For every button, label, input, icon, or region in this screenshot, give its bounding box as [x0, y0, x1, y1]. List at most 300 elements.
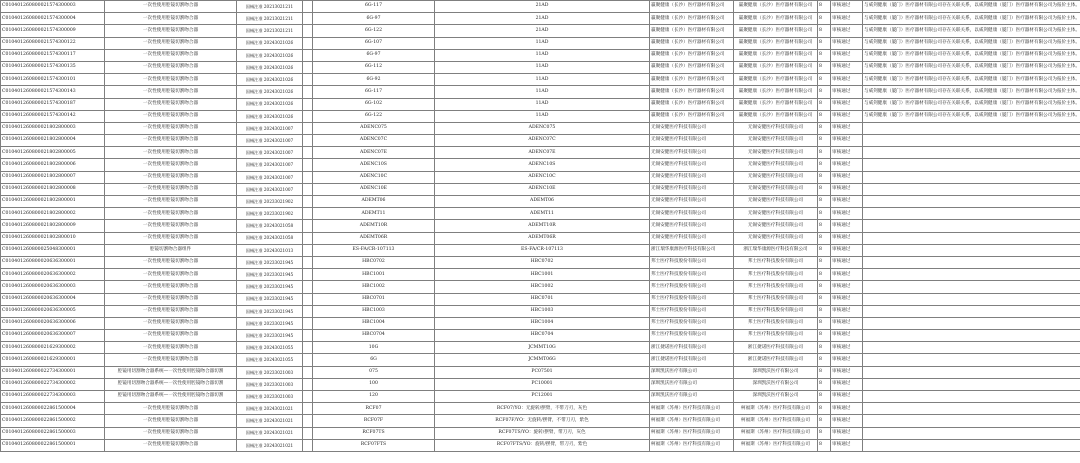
registrant-cell: 赢聚健康（长沙）医疗器材有限公司: [650, 98, 734, 110]
blank-cell: [303, 293, 313, 305]
table-row: [1, 244, 1080, 256]
table-row: [1, 354, 1080, 366]
registration-number-cell: [237, 305, 303, 317]
table-row: [1, 269, 1080, 281]
registrant-cell: 无锡安健医疗科技有限公司: [650, 220, 734, 232]
spec-cell: 11AD: [435, 74, 650, 86]
registration-number: 国械注准 20243021026: [245, 40, 294, 46]
registration-number: 国械注准 20243021026: [245, 113, 294, 119]
manufacturer-cell: 无锡安健医疗科技有限公司: [734, 208, 818, 220]
table-body: [1, 1, 1080, 452]
remark-cell: [863, 354, 1080, 366]
remark-cell: [863, 183, 1080, 195]
registration-number-cell: [237, 281, 303, 293]
count-cell: 8: [818, 110, 831, 122]
count-cell: 8: [818, 122, 831, 134]
product-code-cell: C010401260800020636300002: [1, 269, 105, 281]
status-cell: 审核通过: [831, 391, 863, 403]
model-cell: 6G-117: [313, 1, 435, 13]
blank-cell: [303, 135, 313, 147]
product-name-cell: 一次性使用腔镜切割吻合器: [105, 98, 237, 110]
status-cell: 审核通过: [831, 403, 863, 415]
remark-cell: [863, 244, 1080, 256]
remark-cell: [863, 403, 1080, 415]
status-cell: 审核通过: [831, 293, 863, 305]
remark-cell: 与威剑健康（厦门）医疗器材有限公司存在关联关系，以威剑健康（厦门）医疗器材有限公司为报价主体。: [863, 98, 1080, 110]
registration-number: 国械注准 20233021945: [245, 284, 294, 290]
blank-cell: [303, 122, 313, 134]
status-cell: 审核通过: [831, 13, 863, 25]
product-name-cell: 腔镜切割吻合器组件: [105, 244, 237, 256]
registrant-cell: 无锡安健医疗科技有限公司: [650, 159, 734, 171]
blank-cell: [303, 439, 313, 451]
product-code-cell: C010401260800020636300006: [1, 317, 105, 329]
remark-cell: [863, 256, 1080, 268]
table-row: [1, 305, 1080, 317]
model-cell: 6G-122: [313, 25, 435, 37]
registrant-cell: 赢聚健康（长沙）医疗器材有限公司: [650, 49, 734, 61]
registrant-cell: 浙江瑞华康源医疗科技有限公司: [650, 244, 734, 256]
registration-number-cell: [237, 415, 303, 427]
remark-cell: 与威剑健康（厦门）医疗器材有限公司存在关联关系，以威剑健康（厦门）医疗器材有限公司为报价主体。: [863, 61, 1080, 73]
product-name-cell: 一次性使用腔镜切割吻合器: [105, 305, 237, 317]
remark-cell: [863, 293, 1080, 305]
table-row: [1, 330, 1080, 342]
registration-number: 国械注准 20243021007: [245, 150, 294, 156]
table-row: [1, 403, 1080, 415]
registration-number-cell: [237, 342, 303, 354]
product-code-cell: C010401260800020636300005: [1, 305, 105, 317]
registration-number: 国械注准 20233021945: [245, 332, 294, 338]
registration-number: 国械注准 20243021055: [245, 345, 294, 351]
registrant-cell: 邦士医疗科技股份有限公司: [650, 269, 734, 281]
product-name-cell: 一次性使用腔镜切割吻合器: [105, 330, 237, 342]
spec-cell: JCMMT06G: [435, 354, 650, 366]
registration-number: 国械注准 20243021021: [245, 418, 294, 424]
manufacturer-cell: 赢聚健康（长沙）医疗器材有限公司: [734, 61, 818, 73]
status-cell: 审核通过: [831, 354, 863, 366]
spec-cell: 21AD: [435, 13, 650, 25]
blank-cell: [303, 269, 313, 281]
spec-cell: RCF07F/YO：无旋转/摆臂，不带刀刃，紫色: [435, 415, 650, 427]
registration-number-cell: [237, 147, 303, 159]
blank-cell: [303, 13, 313, 25]
table-row: [1, 281, 1080, 293]
manufacturer-cell: 柯福斯（苏州）医疗科技有限公司: [734, 403, 818, 415]
blank-cell: [303, 391, 313, 403]
manufacturer-cell: 赢聚健康（长沙）医疗器材有限公司: [734, 74, 818, 86]
product-code-cell: C010401260800022734300003: [1, 391, 105, 403]
model-cell: RCF07: [313, 403, 435, 415]
registration-number: 国械注准 20243021021: [245, 442, 294, 448]
status-cell: 审核通过: [831, 98, 863, 110]
remark-cell: 与威剑健康（厦门）医疗器材有限公司存在关联关系，以威剑健康（厦门）医疗器材有限公司为报价主体。: [863, 74, 1080, 86]
table-row: [1, 208, 1080, 220]
registration-number-cell: [237, 317, 303, 329]
registration-number: 国械注准 20233021945: [245, 272, 294, 278]
registration-number: 国械注准 20243021007: [245, 186, 294, 192]
spec-cell: ADENC10S: [435, 159, 650, 171]
table-row: [1, 232, 1080, 244]
model-cell: HBC0701: [313, 293, 435, 305]
blank-cell: [303, 232, 313, 244]
registrant-cell: 赢聚健康（长沙）医疗器材有限公司: [650, 1, 734, 13]
count-cell: 8: [818, 183, 831, 195]
registrant-cell: 邦士医疗科技股份有限公司: [650, 330, 734, 342]
count-cell: 8: [818, 415, 831, 427]
registration-number-cell: [237, 354, 303, 366]
product-code-cell: C010401260800020636300007: [1, 330, 105, 342]
manufacturer-cell: 浙江捷诺医疗科技有限公司: [734, 354, 818, 366]
product-code-cell: C010401260800021802800010: [1, 232, 105, 244]
spec-cell: ADENC10C: [435, 171, 650, 183]
status-cell: 审核通过: [831, 366, 863, 378]
model-cell: ADENC10S: [313, 159, 435, 171]
product-code-cell: C010401260800021574300004: [1, 13, 105, 25]
registration-number-cell: [237, 293, 303, 305]
blank-cell: [303, 1, 313, 13]
registrant-cell: 柯福斯（苏州）医疗科技有限公司: [650, 403, 734, 415]
status-cell: 审核通过: [831, 1, 863, 13]
product-code-cell: C010401260800021629300002: [1, 342, 105, 354]
status-cell: 审核通过: [831, 427, 863, 439]
model-cell: 075: [313, 366, 435, 378]
registration-number: 国械注准 20243021007: [245, 125, 294, 131]
manufacturer-cell: 无锡安健医疗科技有限公司: [734, 135, 818, 147]
registrant-cell: 赢聚健康（长沙）医疗器材有限公司: [650, 61, 734, 73]
product-code-cell: C010401260800022734300001: [1, 366, 105, 378]
table-row: [1, 183, 1080, 195]
blank-cell: [303, 98, 313, 110]
model-cell: HBC0702: [313, 256, 435, 268]
model-cell: RCF07FTS: [313, 439, 435, 451]
product-name-cell: 一次性使用腔镜切割吻合器: [105, 171, 237, 183]
registration-number: 国械注准 20243021055: [245, 357, 294, 363]
manufacturer-cell: 赢聚健康（长沙）医疗器材有限公司: [734, 37, 818, 49]
status-cell: 审核通过: [831, 415, 863, 427]
spec-cell: ES-FA/CR-107113: [435, 244, 650, 256]
spec-cell: RCF07/YO：无旋转/摆臂，不带刀刃，灰色: [435, 403, 650, 415]
spec-cell: HBC1003: [435, 305, 650, 317]
product-name-cell: 一次性使用腔镜切割吻合器: [105, 208, 237, 220]
model-cell: ADEMT06R: [313, 232, 435, 244]
registration-number-cell: [237, 378, 303, 390]
product-name-cell: 一次性使用腔镜切割吻合器: [105, 183, 237, 195]
spec-cell: ADENC075: [435, 122, 650, 134]
product-code-cell: C010401260800022861500004: [1, 403, 105, 415]
product-name-cell: 一次性使用腔镜切割吻合器: [105, 220, 237, 232]
registration-number: 国械注准 20243021026: [245, 52, 294, 58]
count-cell: 8: [818, 208, 831, 220]
status-cell: 审核通过: [831, 49, 863, 61]
table-row: [1, 147, 1080, 159]
blank-cell: [303, 159, 313, 171]
registrant-cell: 深圳凯沃医疗有限公司: [650, 366, 734, 378]
manufacturer-cell: 无锡安健医疗科技有限公司: [734, 159, 818, 171]
product-name-cell: 一次性使用腔镜切割吻合器: [105, 61, 237, 73]
spec-cell: ADEMT10R: [435, 220, 650, 232]
table-row: [1, 171, 1080, 183]
product-name-cell: 腔镜用切割吻合器系统—一次性使用腔镜吻合器切割: [105, 378, 237, 390]
count-cell: 8: [818, 147, 831, 159]
model-cell: ADENC075: [313, 122, 435, 134]
registration-number-cell: [237, 13, 303, 25]
product-code-cell: C010401260800021574300143: [1, 86, 105, 98]
status-cell: 审核通过: [831, 317, 863, 329]
registration-number: 国械注准 20213021211: [245, 16, 294, 22]
count-cell: 8: [818, 135, 831, 147]
blank-cell: [303, 305, 313, 317]
blank-cell: [303, 37, 313, 49]
blank-cell: [303, 25, 313, 37]
remark-cell: [863, 208, 1080, 220]
manufacturer-cell: 赢聚健康（长沙）医疗器材有限公司: [734, 25, 818, 37]
count-cell: 8: [818, 281, 831, 293]
registrant-cell: 柯福斯（苏州）医疗科技有限公司: [650, 427, 734, 439]
registration-number: 国械注准 20233021902: [245, 198, 294, 204]
registration-number-cell: [237, 1, 303, 13]
manufacturer-cell: 邦士医疗科技股份有限公司: [734, 281, 818, 293]
model-cell: HBC1001: [313, 269, 435, 281]
spec-cell: HBC1002: [435, 281, 650, 293]
status-cell: 审核通过: [831, 305, 863, 317]
remark-cell: [863, 439, 1080, 451]
table-row: [1, 159, 1080, 171]
registrant-cell: 邦士医疗科技股份有限公司: [650, 281, 734, 293]
remark-cell: [863, 281, 1080, 293]
registration-number: 国械注准 20243021021: [245, 406, 294, 412]
product-code-cell: C010401260800021802800005: [1, 147, 105, 159]
registration-number: 国械注准 20213021211: [245, 3, 294, 9]
registration-number: 国械注准 20243021026: [245, 89, 294, 95]
product-name-cell: 一次性使用腔镜切割吻合器: [105, 147, 237, 159]
manufacturer-cell: 柯福斯（苏州）医疗科技有限公司: [734, 415, 818, 427]
manufacturer-cell: 深圳凯沃医疗有限公司: [734, 378, 818, 390]
registration-number: 国械注准 20243021026: [245, 77, 294, 83]
blank-cell: [303, 61, 313, 73]
registration-number-cell: [237, 391, 303, 403]
product-code-cell: C010401260800022861500002: [1, 415, 105, 427]
registration-number-cell: [237, 37, 303, 49]
model-cell: HBC1003: [313, 305, 435, 317]
product-name-cell: 一次性使用腔镜切割吻合器: [105, 13, 237, 25]
blank-cell: [303, 281, 313, 293]
registrant-cell: 赢聚健康（长沙）医疗器材有限公司: [650, 25, 734, 37]
blank-cell: [303, 49, 313, 61]
spec-cell: 11AD: [435, 98, 650, 110]
count-cell: 8: [818, 1, 831, 13]
count-cell: 8: [818, 49, 831, 61]
blank-cell: [303, 342, 313, 354]
remark-cell: [863, 305, 1080, 317]
remark-cell: [863, 135, 1080, 147]
blank-cell: [303, 317, 313, 329]
status-cell: 审核通过: [831, 74, 863, 86]
model-cell: ADEMT10R: [313, 220, 435, 232]
count-cell: 8: [818, 74, 831, 86]
remark-cell: [863, 171, 1080, 183]
count-cell: 8: [818, 196, 831, 208]
table-row: [1, 391, 1080, 403]
table-row: [1, 317, 1080, 329]
model-cell: ADEMT06: [313, 196, 435, 208]
product-name-cell: 一次性使用腔镜切割吻合器: [105, 1, 237, 13]
table-row: [1, 74, 1080, 86]
blank-cell: [303, 110, 313, 122]
registration-number: 国械注准 20243021026: [245, 64, 294, 70]
product-name-cell: 腔镜用切割吻合器系统—一次性使用腔镜吻合器切割: [105, 366, 237, 378]
product-code-cell: C010401260800020636300004: [1, 293, 105, 305]
table-row: [1, 415, 1080, 427]
registration-number: 国械注准 20243021058: [245, 235, 294, 241]
manufacturer-cell: 深圳凯沃医疗有限公司: [734, 366, 818, 378]
manufacturer-cell: 无锡安健医疗科技有限公司: [734, 232, 818, 244]
manufacturer-cell: 无锡安健医疗科技有限公司: [734, 171, 818, 183]
count-cell: 8: [818, 171, 831, 183]
product-name-cell: 一次性使用腔镜切割吻合器: [105, 293, 237, 305]
model-cell: ADENC10C: [313, 171, 435, 183]
remark-cell: [863, 220, 1080, 232]
remark-cell: [863, 122, 1080, 134]
registration-number: 国械注准 20233021003: [245, 369, 294, 375]
registration-number-cell: [237, 25, 303, 37]
registrant-cell: 邦士医疗科技股份有限公司: [650, 256, 734, 268]
model-cell: ADEMT11: [313, 208, 435, 220]
manufacturer-cell: 邦士医疗科技股份有限公司: [734, 317, 818, 329]
status-cell: 审核通过: [831, 378, 863, 390]
product-code-cell: C010401260800021574300117: [1, 49, 105, 61]
model-cell: 100: [313, 378, 435, 390]
table-row: [1, 86, 1080, 98]
product-name-cell: 一次性使用腔镜切割吻合器: [105, 74, 237, 86]
product-code-cell: C010401260800021574300003: [1, 1, 105, 13]
blank-cell: [303, 366, 313, 378]
manufacturer-cell: 无锡安健医疗科技有限公司: [734, 122, 818, 134]
blank-cell: [303, 183, 313, 195]
spec-cell: HBC0702: [435, 256, 650, 268]
product-name-cell: 一次性使用腔镜切割吻合器: [105, 159, 237, 171]
remark-cell: 与威剑健康（厦门）医疗器材有限公司存在关联关系，以威剑健康（厦门）医疗器材有限公司为报价主体。: [863, 110, 1080, 122]
product-name-cell: 一次性使用腔镜切割吻合器: [105, 232, 237, 244]
table-row: [1, 342, 1080, 354]
product-code-cell: C010401260800021574300187: [1, 98, 105, 110]
product-code-cell: C010401260800021802800008: [1, 183, 105, 195]
table-row: [1, 37, 1080, 49]
remark-cell: [863, 317, 1080, 329]
product-name-cell: 一次性使用腔镜切割吻合器: [105, 135, 237, 147]
product-name-cell: 一次性使用腔镜切割吻合器: [105, 49, 237, 61]
registration-number-cell: [237, 196, 303, 208]
blank-cell: [303, 86, 313, 98]
spec-cell: PC10001: [435, 378, 650, 390]
product-code-cell: C010401260800021802800007: [1, 171, 105, 183]
registration-number: 国械注准 20213021211: [245, 28, 294, 34]
spec-cell: RCF07FTS/YO：旋转/摆臂，带刀刃，紫色: [435, 439, 650, 451]
spec-cell: HBC1001: [435, 269, 650, 281]
model-cell: ADENC07C: [313, 135, 435, 147]
count-cell: 8: [818, 37, 831, 49]
remark-cell: 与威剑健康（厦门）医疗器材有限公司存在关联关系，以威剑健康（厦门）医疗器材有限公司为报价主体。: [863, 25, 1080, 37]
remark-cell: [863, 159, 1080, 171]
product-name-cell: 腔镜用切割吻合器系统—一次性使用腔镜吻合器切割: [105, 391, 237, 403]
registration-number-cell: [237, 49, 303, 61]
remark-cell: [863, 269, 1080, 281]
spec-cell: 11AD: [435, 37, 650, 49]
product-code-cell: C010401260800021802800009: [1, 220, 105, 232]
product-name-cell: 一次性使用腔镜切割吻合器: [105, 37, 237, 49]
status-cell: 审核通过: [831, 37, 863, 49]
model-cell: 6G-92: [313, 74, 435, 86]
status-cell: 审核通过: [831, 86, 863, 98]
table-row: [1, 366, 1080, 378]
remark-cell: [863, 330, 1080, 342]
status-cell: 审核通过: [831, 256, 863, 268]
model-cell: ES-FA/CR-107113: [313, 244, 435, 256]
registration-number: 国械注准 20233021945: [245, 296, 294, 302]
model-cell: 6G-102: [313, 98, 435, 110]
table-row: [1, 378, 1080, 390]
table-row: [1, 196, 1080, 208]
product-code-cell: C010401260800021802800002: [1, 208, 105, 220]
registration-number: 国械注准 20243021026: [245, 101, 294, 107]
model-cell: 6G-122: [313, 110, 435, 122]
product-name-cell: 一次性使用腔镜切割吻合器: [105, 342, 237, 354]
registration-number: 国械注准 20233021902: [245, 211, 294, 217]
product-name-cell: 一次性使用腔镜切割吻合器: [105, 256, 237, 268]
registration-number: 国械注准 20233021945: [245, 320, 294, 326]
product-name-cell: 一次性使用腔镜切割吻合器: [105, 415, 237, 427]
manufacturer-cell: 无锡安健医疗科技有限公司: [734, 183, 818, 195]
spec-cell: ADENC10E: [435, 183, 650, 195]
status-cell: 审核通过: [831, 208, 863, 220]
model-cell: 6G: [313, 354, 435, 366]
product-code-cell: C010401260800021574300122: [1, 37, 105, 49]
spec-cell: ADEMT11: [435, 208, 650, 220]
count-cell: 8: [818, 98, 831, 110]
registration-number-cell: [237, 256, 303, 268]
registration-number-cell: [237, 330, 303, 342]
product-name-cell: 一次性使用腔镜切割吻合器: [105, 317, 237, 329]
remark-cell: 与威剑健康（厦门）医疗器材有限公司存在关联关系，以威剑健康（厦门）医疗器材有限公司为报价主体。: [863, 86, 1080, 98]
product-code-cell: C010401260800022861500003: [1, 427, 105, 439]
product-name-cell: 一次性使用腔镜切割吻合器: [105, 269, 237, 281]
count-cell: 8: [818, 293, 831, 305]
status-cell: 审核通过: [831, 244, 863, 256]
count-cell: 8: [818, 25, 831, 37]
spec-cell: ADEMT06R: [435, 232, 650, 244]
model-cell: 120: [313, 391, 435, 403]
registration-number: 国械注准 20233021003: [245, 381, 294, 387]
registrant-cell: 无锡安健医疗科技有限公司: [650, 122, 734, 134]
registrant-cell: 深圳凯沃医疗有限公司: [650, 378, 734, 390]
spec-cell: ADENC07E: [435, 147, 650, 159]
blank-cell: [303, 171, 313, 183]
remark-cell: [863, 342, 1080, 354]
product-code-cell: C010401260800021574300101: [1, 74, 105, 86]
remark-cell: [863, 415, 1080, 427]
table-row: [1, 135, 1080, 147]
spec-cell: RCF07TS/YO：旋转/摆臂，带刀刃，灰色: [435, 427, 650, 439]
manufacturer-cell: 无锡安健医疗科技有限公司: [734, 220, 818, 232]
count-cell: 8: [818, 256, 831, 268]
product-name-cell: 一次性使用腔镜切割吻合器: [105, 196, 237, 208]
registration-number-cell: [237, 61, 303, 73]
count-cell: 8: [818, 232, 831, 244]
status-cell: 审核通过: [831, 232, 863, 244]
product-name-cell: 一次性使用腔镜切割吻合器: [105, 403, 237, 415]
registrant-cell: 柯福斯（苏州）医疗科技有限公司: [650, 415, 734, 427]
status-cell: 审核通过: [831, 196, 863, 208]
